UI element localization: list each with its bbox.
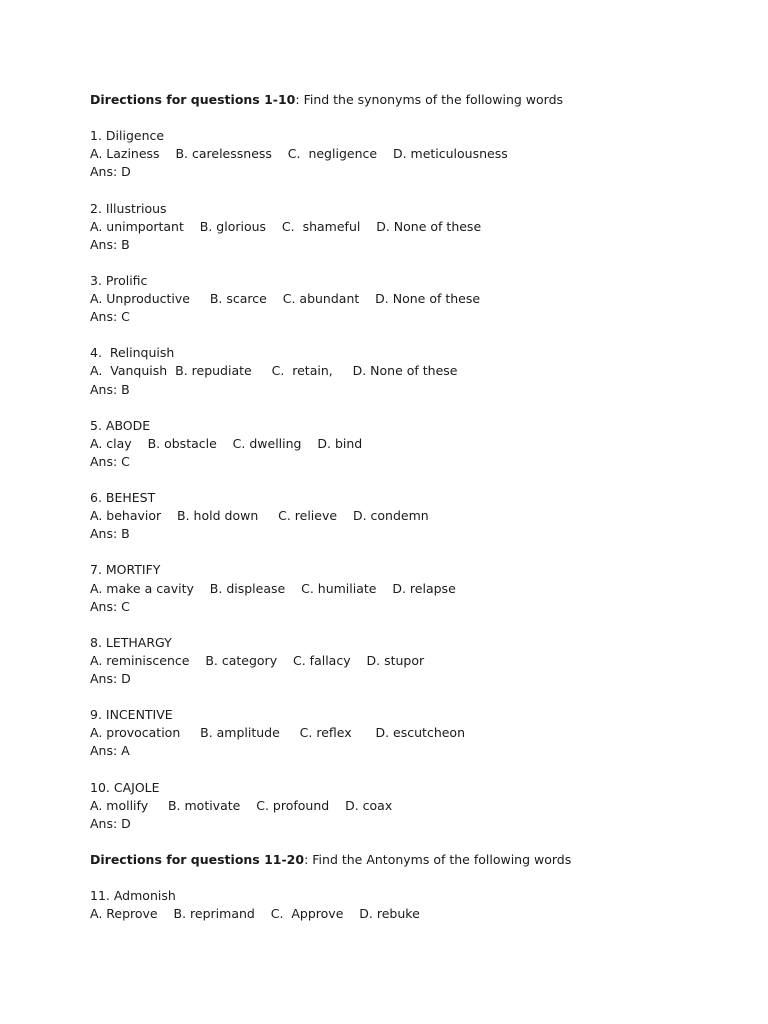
question-title: 8. LETHARGY [90, 634, 172, 650]
question-title: 9. INCENTIVE [90, 707, 173, 723]
question-title: 2. Illustrious [90, 200, 167, 216]
question-3 [90, 272, 730, 326]
question-answer: Ans: B [90, 381, 130, 397]
question-options: A. behavior B. hold down C. relieve D. condemn [90, 508, 429, 524]
question-1 [90, 127, 730, 181]
question-answer: Ans: C [90, 598, 130, 614]
question-options: A. unimportant B. glorious C. shameful D. None of these [90, 218, 482, 234]
question-options: A. Reprove B. reprimand C. Approve D. rebuke [90, 906, 420, 922]
question-options: A. mollify B. motivate C. profound D. coax [90, 797, 393, 813]
question-2 [90, 200, 730, 254]
directions-text: : Find the synonyms of the following words [295, 92, 564, 107]
directions-11-20 [90, 851, 730, 869]
question-options: A. reminiscence B. category C. fallacy D. stupor [90, 652, 425, 668]
question-options: A. Laziness B. carelessness C. negligence D. meticulousness [90, 146, 508, 162]
question-5 [90, 417, 730, 471]
question-title: 1. Diligence [90, 128, 165, 144]
question-answer: Ans: C [90, 453, 130, 469]
question-options: A. clay B. obstacle C. dwelling D. bind [90, 435, 363, 451]
question-11 [90, 887, 730, 923]
question-title: 11. Admonish [90, 888, 176, 904]
directions-text: : Find the Antonyms of the following words [304, 851, 572, 867]
question-title: 6. BEHEST [90, 490, 156, 506]
question-options: A. Vanquish B. repudiate C. retain, D. None of these [90, 363, 458, 379]
question-answer: Ans: C [90, 309, 130, 325]
question-answer: Ans: B [90, 236, 130, 252]
document-page [90, 91, 730, 923]
question-options: A. make a cavity B. displease C. humiliate D. relapse [90, 580, 456, 596]
directions-heading: Directions for questions 11-20 [90, 851, 305, 867]
question-options: A. provocation B. amplitude C. reflex D. escutcheon [90, 725, 466, 741]
question-7 [90, 561, 730, 615]
question-answer: Ans: D [90, 815, 131, 831]
question-8 [90, 634, 730, 688]
question-title: 4. Relinquish [90, 345, 175, 361]
question-title: 3. Prolific [90, 272, 148, 288]
question-answer: Ans: D [90, 671, 131, 686]
directions-heading: Directions for questions 1-10 [90, 92, 296, 107]
question-title: 7. MORTIFY [90, 562, 161, 578]
question-10 [90, 779, 730, 833]
question-9 [90, 706, 730, 760]
question-4 [90, 344, 730, 398]
question-options: A. Unproductive B. scarce C. abundant D. None of these [90, 291, 481, 307]
question-title: 5. ABODE [90, 417, 151, 433]
question-answer: Ans: A [90, 743, 130, 759]
question-answer: Ans: B [90, 526, 130, 542]
question-title: 10. CAJOLE [90, 779, 160, 795]
question-6 [90, 489, 730, 543]
question-answer: Ans: D [90, 164, 131, 180]
directions-1-10 [90, 91, 730, 109]
